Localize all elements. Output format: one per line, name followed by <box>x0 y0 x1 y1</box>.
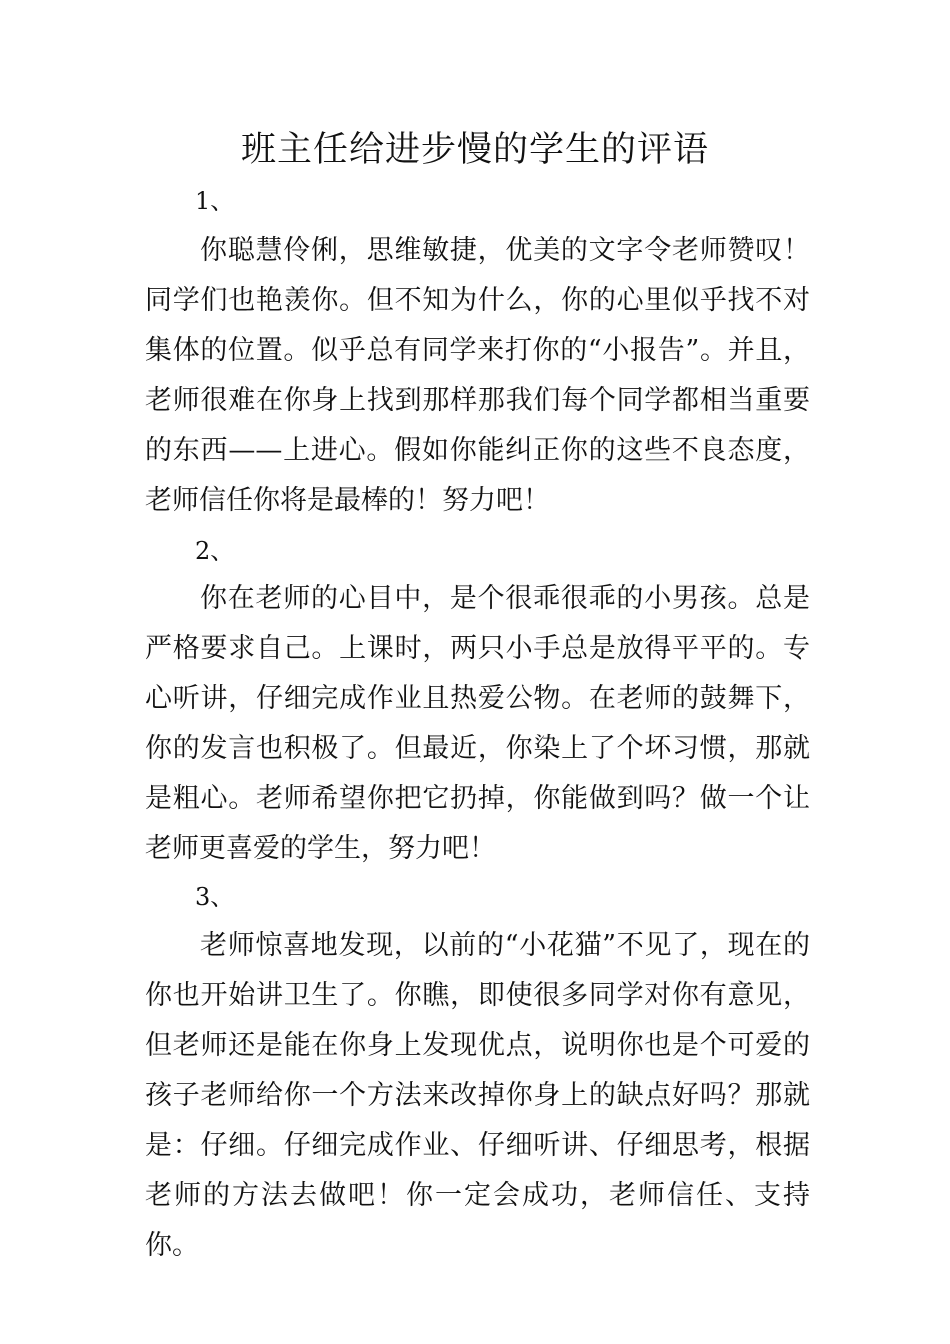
page-title: 班主任给进步慢的学生的评语 <box>240 130 709 170</box>
paragraph-3: 老师惊喜地发现，以前的“小花猫”不见了，现在的你也开始讲卫生了。你瞧，即使很多同学对你有意见，但老师还是能在你身上发现优点，说明你也是个可爱的孩子老师给你一个方法来改掉你身上的缺点好吗？那就是：仔细。仔细完成作业、仔细听讲、仔细思考，根据老师的方法去做吧！你一定会成功，老师信任、支持你。 <box>145 930 810 1261</box>
item-number-2: 2、 <box>195 537 235 565</box>
paragraph-1: 你聪慧伶俐，思维敏捷，优美的文字令老师赞叹！同学们也艳羡你。但不知为什么，你的心里似乎找不对集体的位置。似乎总有同学来打你的“小报告”。并且，老师很难在你身上找到那样那我们每个同学都相当重要的东西——上进心。假如你能纠正你的这些不良态度，老师信任你将是最棒的！努力吧！ <box>145 235 810 516</box>
item-number-1: 1、 <box>195 187 235 215</box>
paragraph-2: 你在老师的心目中，是个很乖很乖的小男孩。总是严格要求自己。上课时，两只小手总是放得平平的。专心听讲，仔细完成作业且热爱公物。在老师的鼓舞下，你的发言也积极了。但最近，你染上了个坏习惯，那就是粗心。老师希望你把它扔掉，你能做到吗？做一个让老师更喜爱的学生，努力吧！ <box>145 583 810 864</box>
item-number-3: 3、 <box>195 883 235 911</box>
